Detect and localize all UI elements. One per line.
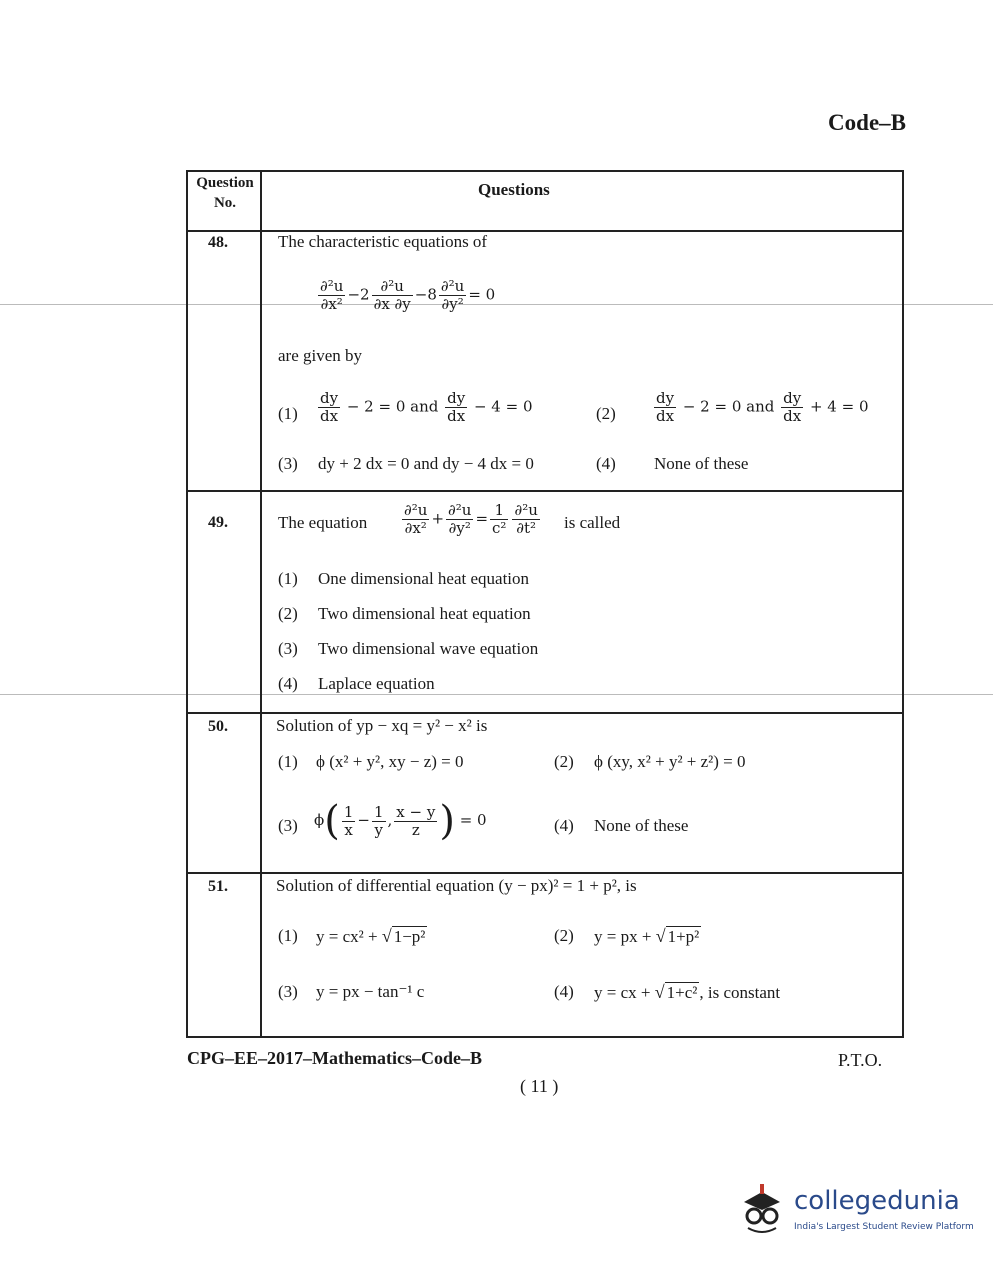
option-number: (3): [278, 639, 298, 658]
option-number: (2): [278, 604, 298, 623]
question-number: 48.: [208, 234, 228, 251]
question-number: 51.: [208, 878, 228, 895]
footer-paper-code: CPG–EE–2017–Mathematics–Code–B: [187, 1048, 482, 1068]
pde-equation: $\frac{\text{∂²u}}{\text{∂x²}}$ −2 $\frac{\text{∂²u}}{\partial x \partial y}$ −8 $\frac{\text{∂²u}}{\text{∂y²}}$ = 0: [320, 277, 496, 313]
option-3-text: y = px − tan⁻¹ c: [316, 982, 425, 1001]
column-divider: [260, 172, 262, 1036]
sqrt-symbol: √: [381, 926, 392, 946]
option-4-text: None of these: [594, 816, 689, 835]
mascot-icon: [734, 1180, 790, 1236]
option-1-text: ϕ (x² + y², xy − z) = 0: [316, 752, 464, 771]
option-3-text: Two dimensional wave equation: [318, 639, 539, 658]
collegedunia-logo: [734, 1180, 974, 1240]
logo-name: collegedunia: [794, 1186, 960, 1216]
option-2-math: $\frac{dy}{dx}$ − 2 = 0 and $\frac{dy}{dx}$ + 4 = 0: [656, 389, 869, 425]
option-number: (2): [596, 404, 616, 423]
page-number: ( 11 ): [520, 1076, 559, 1096]
question-stem-tail: is called: [564, 513, 621, 532]
option-number: (4): [554, 816, 574, 835]
wave-equation: $\frac{\text{∂²u}}{\text{∂x²}}$ + $\frac{\text{∂²u}}{\text{∂y²}}$ = $\frac{1}{\text{c²}}$ $\frac{\text{∂²u}}{\text{∂t²}}$: [404, 501, 538, 537]
option-number: (4): [596, 454, 616, 473]
question-stem: Solution of differential equation (y − px)² = 1 + p², is: [276, 876, 637, 895]
option-1-text: [316, 926, 427, 947]
option-4-tail: , is constant: [699, 983, 781, 1002]
option-2-text: [594, 926, 701, 947]
option-1-text: One dimensional heat equation: [318, 569, 530, 588]
question-stem: Solution of yp − xq = y² − x² is: [276, 716, 488, 735]
question-number: 49.: [208, 514, 228, 531]
option-number: (3): [278, 816, 298, 835]
header-question-no: Question No.: [196, 175, 254, 211]
sqrt-symbol: √: [655, 926, 666, 946]
option-4-text: None of these: [654, 454, 749, 473]
question-stem: The characteristic equations of: [278, 232, 488, 251]
footer-pto: P.T.O.: [838, 1050, 883, 1070]
sqrt-radicand: 1+p²: [667, 927, 700, 946]
option-4-text: Laplace equation: [318, 674, 435, 693]
question-stem: The equation: [278, 513, 368, 532]
question-stem-2: are given by: [278, 346, 363, 365]
sqrt-symbol: √: [654, 982, 665, 1002]
option-3-math: ϕ( $\frac{1}{x}$ − $\frac{1}{y}$ , $\frac{x - y}{z}$ ) = 0: [314, 798, 487, 844]
option-2-text-main: y = px +: [594, 927, 652, 946]
option-number: (1): [278, 569, 298, 588]
option-2-text: Two dimensional heat equation: [318, 604, 531, 623]
sqrt-radicand: 1−p²: [393, 927, 426, 946]
option-number: (4): [554, 982, 574, 1001]
option-3-text: dy + 2 dx = 0 and dy − 4 dx = 0: [318, 454, 534, 473]
row-divider: [188, 712, 902, 714]
option-1-text-main: y = cx² +: [316, 927, 378, 946]
option-2-text: ϕ (xy, x² + y² + z²) = 0: [594, 752, 746, 771]
option-number: (1): [278, 404, 298, 423]
option-number: (1): [278, 926, 298, 945]
question-table: [186, 170, 904, 1038]
option-number: (1): [278, 752, 298, 771]
row-divider: [188, 490, 902, 492]
header-questions: Questions: [478, 180, 550, 199]
code-label: Code–B: [828, 110, 906, 135]
option-1-math: $\frac{dy}{dx}$ − 2 = 0 and $\frac{dy}{dx}$ − 4 = 0: [320, 389, 533, 425]
option-4-text-main: y = cx +: [594, 983, 651, 1002]
option-number: (2): [554, 752, 574, 771]
option-number: (3): [278, 982, 298, 1001]
option-number: (2): [554, 926, 574, 945]
sqrt-radicand: 1+c²: [666, 983, 698, 1002]
option-4-text: [594, 982, 780, 1003]
question-number: 50.: [208, 718, 228, 735]
logo-tagline: India's Largest Student Review Platform: [794, 1222, 974, 1232]
option-number: (3): [278, 454, 298, 473]
option-number: (4): [278, 674, 298, 693]
row-divider: [188, 872, 902, 874]
